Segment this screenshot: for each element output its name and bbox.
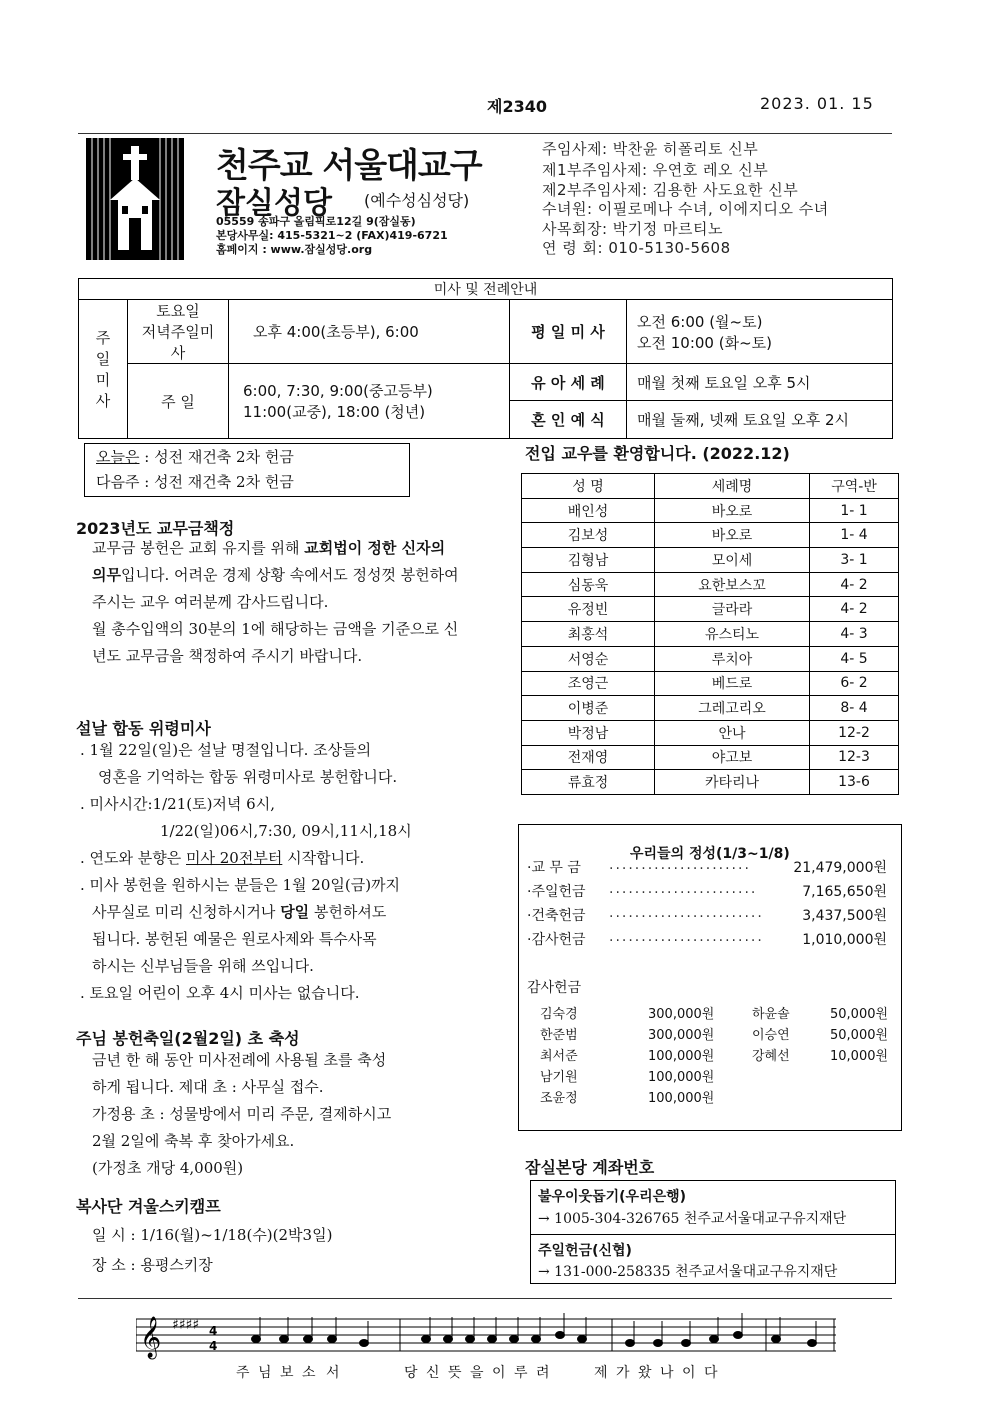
welcome-district: 8- 4	[810, 696, 899, 721]
music-note-icon	[488, 1336, 497, 1343]
mass-table-caption: 미사 및 전례안내	[79, 279, 893, 300]
contribution-row	[527, 857, 887, 877]
welcome-district: 4- 2	[810, 597, 899, 622]
contribution-row	[527, 905, 887, 925]
lyric-syllable: 님	[258, 1365, 272, 1381]
dues-bold-text: 교회법이 정한 신자의 의무	[92, 539, 446, 584]
wedding-time: 매월 둘째, 넷째 토요일 오후 2시	[627, 401, 893, 439]
sharp-icon: ♯♯♯♯	[172, 1317, 200, 1333]
sunday-mass-group: 주일 미사	[79, 300, 128, 439]
welcome-header: 세례명	[655, 474, 810, 499]
memorial-text: 봉헌하셔도	[309, 903, 387, 921]
weekday-time-1: 오전 6:00 (월~토)	[637, 312, 763, 331]
dues-title: 2023년도 교무금책정	[76, 519, 235, 538]
welcome-baptismal-name: 글라라	[655, 597, 810, 622]
baptism-label: 유 아 세 례	[510, 364, 627, 401]
lyric-syllable: 다	[704, 1365, 718, 1381]
welcome-name: 김형남	[522, 548, 655, 573]
thanks-donor: 김숙경	[540, 1007, 578, 1022]
thanks-amount: 100,000원	[648, 1049, 715, 1064]
welcome-name: 최홍석	[522, 622, 655, 647]
welcome-name: 전재영	[522, 745, 655, 770]
weekday-label: 평 일 미 사	[510, 300, 627, 364]
music-note-icon	[578, 1336, 587, 1343]
sunday-time-2: 11:00(교중), 18:00 (청년)	[243, 403, 426, 421]
memorial-text: . 연도와 분향은	[80, 849, 187, 867]
welcome-name: 이병준	[522, 696, 655, 721]
music-note-icon	[280, 1336, 289, 1343]
thanks-donor: 강혜선	[752, 1049, 790, 1064]
welcome-row	[522, 523, 899, 548]
issue-number: 제2340	[487, 97, 547, 116]
welcome-row	[522, 696, 899, 721]
candle-body	[92, 1047, 492, 1182]
thanks-amount: 300,000원	[648, 1028, 715, 1043]
welcome-name: 서영순	[522, 646, 655, 671]
lyric-syllable: 뜻	[448, 1365, 462, 1381]
thanks-amount: 10,000원	[830, 1049, 889, 1064]
contribution-amount: 7,165,650원	[802, 884, 887, 900]
memorial-line	[80, 845, 480, 872]
memorial-bold: 당일	[280, 903, 310, 921]
lyric-syllable: 이	[492, 1365, 506, 1381]
music-note-icon	[444, 1336, 453, 1343]
account-2-number: → 131-000-258335 천주교서울대교구유지재단	[538, 1264, 838, 1280]
sunday-times	[229, 364, 510, 439]
welcome-name: 김보성	[522, 523, 655, 548]
memorial-line: . 미사시간:1/21(토)저녁 6시,	[80, 795, 275, 813]
welcome-baptismal-name: 베드로	[655, 671, 810, 696]
contribution-label: ·교 무 금	[527, 860, 581, 876]
welcome-district: 1- 4	[810, 523, 899, 548]
saturday-label: 토요일 저녁주일미사	[128, 300, 229, 364]
thanks-amount: 50,000원	[830, 1007, 889, 1022]
church-name-line1: 천주교 서울대교구	[216, 146, 482, 186]
welcome-title: 전입 교우를 환영합니다. (2022.12)	[525, 444, 790, 463]
saturday-times: 오후 4:00(초등부), 6:00	[229, 300, 510, 364]
thanks-donor: 한준범	[540, 1028, 578, 1043]
contribution-amount: 21,479,000원	[793, 860, 887, 876]
footer-divider	[78, 1298, 892, 1299]
account-divider	[530, 1234, 895, 1235]
welcome-row	[522, 572, 899, 597]
memorial-line: . 미사 봉헌을 원하시는 분들은 1월 20일(금)까지	[80, 876, 401, 894]
offering-today-label: 오늘은	[96, 448, 140, 466]
thanks-donor: 최서준	[540, 1049, 578, 1064]
welcome-district: 4- 2	[810, 572, 899, 597]
contribution-dots: ......................	[609, 857, 751, 873]
staff-line: 수녀원: 이필로메나 수녀, 이에지디오 수녀	[542, 200, 829, 218]
lyric-syllable: 을	[470, 1365, 484, 1381]
memorial-line: . 1월 22일(일)은 설날 명절입니다. 조상들의	[80, 741, 372, 759]
lyric-syllable: 서	[326, 1365, 340, 1381]
song-lyrics	[236, 1362, 796, 1382]
welcome-district: 4- 5	[810, 646, 899, 671]
music-note-icon	[328, 1336, 337, 1343]
welcome-row	[522, 548, 899, 573]
music-note-icon	[532, 1336, 541, 1343]
welcome-name: 조영근	[522, 671, 655, 696]
ski-line: 장 소 : 용평스키장	[92, 1256, 213, 1274]
welcome-row	[522, 720, 899, 745]
candle-line: 금년 한 해 동안 미사전례에 사용될 초를 축성	[92, 1051, 387, 1069]
church-name-sub: (예수성심성당)	[364, 191, 470, 210]
welcome-row	[522, 597, 899, 622]
candle-line: (가정초 개당 4,000원)	[92, 1159, 244, 1177]
welcome-baptismal-name: 바오로	[655, 498, 810, 523]
lyric-syllable: 루	[514, 1365, 528, 1381]
thanks-amount: 300,000원	[648, 1007, 715, 1022]
dues-text: 교무금 봉헌은 교회 유지를 위해	[92, 539, 305, 557]
baptism-time: 매월 첫째 토요일 오후 5시	[627, 364, 893, 401]
thanks-donor: 조윤정	[540, 1091, 578, 1106]
welcome-baptismal-name: 루치아	[655, 646, 810, 671]
contribution-amount: 1,010,000원	[802, 932, 887, 948]
wedding-label: 혼 인 예 식	[510, 401, 627, 439]
lyric-syllable: 가	[616, 1365, 630, 1381]
music-note-icon	[304, 1336, 313, 1343]
lyric-syllable: 소	[302, 1365, 316, 1381]
contribution-row	[527, 929, 887, 949]
welcome-name: 심동욱	[522, 572, 655, 597]
music-note-icon	[808, 1340, 817, 1347]
thanks-amount: 100,000원	[648, 1091, 715, 1106]
welcome-district: 12-3	[810, 745, 899, 770]
church-phone: 본당사무실: 415-5321~2 (FAX)419-6721	[216, 229, 448, 242]
music-note-icon	[734, 1332, 743, 1339]
mass-schedule-table	[78, 278, 893, 439]
lyric-syllable: 신	[426, 1365, 440, 1381]
memorial-text: 시작합니다.	[282, 849, 365, 867]
thanks-amount: 100,000원	[648, 1070, 715, 1085]
contribution-label: ·감사헌금	[527, 932, 586, 948]
offering-next: 다음주 : 성전 재건축 2차 헌금	[96, 473, 294, 491]
contribution-row	[527, 881, 887, 901]
staff-line: 사목회장: 박기정 마르티노	[542, 220, 723, 238]
lyric-syllable: 왔	[638, 1365, 652, 1381]
welcome-district: 4- 3	[810, 622, 899, 647]
ski-line: 일 시 : 1/16(월)~1/18(수)(2박3일)	[92, 1226, 333, 1244]
welcome-district: 3- 1	[810, 548, 899, 573]
candle-line: 2월 2일에 축복 후 찾아가세요.	[92, 1132, 295, 1150]
offering-today-text: : 성전 재건축 2차 헌금	[139, 448, 294, 466]
candle-line: 하게 됩니다. 제대 초 : 사무실 접수.	[92, 1078, 324, 1096]
thanks-donor: 남기원	[540, 1070, 578, 1085]
welcome-row	[522, 671, 899, 696]
lyric-syllable: 려	[536, 1365, 550, 1381]
welcome-header: 성 명	[522, 474, 655, 499]
music-note-icon	[556, 1332, 565, 1339]
music-note-icon	[626, 1340, 635, 1347]
memorial-title: 설날 합동 위령미사	[76, 719, 211, 738]
contribution-label: ·건축헌금	[527, 908, 586, 924]
contribution-label: ·주일헌금	[527, 884, 586, 900]
candle-title: 주님 봉헌축일(2월2일) 초 축성	[76, 1029, 300, 1048]
music-note-icon	[422, 1336, 431, 1343]
staff-line: 제2부주임사제: 김용한 사도요한 신부	[542, 181, 799, 199]
church-logo-icon	[86, 138, 184, 260]
welcome-row	[522, 745, 899, 770]
staff-line: 주임사제: 박찬윤 히폴리토 신부	[542, 140, 759, 158]
offering-today	[96, 446, 294, 467]
sunday-label: 주 일	[128, 364, 229, 439]
welcome-baptismal-name: 모이세	[655, 548, 810, 573]
welcome-baptismal-name: 요한보스꼬	[655, 572, 810, 597]
svg-text:4: 4	[209, 1324, 218, 1338]
welcome-baptismal-name: 안나	[655, 720, 810, 745]
account-1-label: 불우이웃돕기(우리은행)	[538, 1189, 687, 1205]
welcome-district: 6- 2	[810, 671, 899, 696]
staff-line: 연 령 회: 010-5130-5608	[542, 239, 731, 257]
memorial-line	[80, 899, 480, 926]
welcome-baptismal-name: 유스티노	[655, 622, 810, 647]
lyric-syllable: 주	[236, 1365, 250, 1381]
music-note-icon	[772, 1336, 781, 1343]
lyric-syllable: 나	[660, 1365, 674, 1381]
welcome-header-row	[522, 474, 899, 499]
music-note-icon	[466, 1336, 475, 1343]
music-note-icon	[682, 1340, 691, 1347]
welcome-row	[522, 498, 899, 523]
lyric-syllable: 이	[682, 1365, 696, 1381]
contribution-amount: 3,437,500원	[802, 908, 887, 924]
welcome-header: 구역-반	[810, 474, 899, 499]
music-note-icon	[252, 1336, 261, 1343]
dues-paragraph-1	[92, 535, 462, 616]
welcome-district: 12-2	[810, 720, 899, 745]
welcome-table	[521, 473, 899, 795]
welcome-name: 박정남	[522, 720, 655, 745]
treble-clef-icon: 𝄞	[140, 1317, 162, 1358]
contribution-dots: ........................	[609, 929, 764, 945]
lyric-syllable: 당	[404, 1365, 418, 1381]
memorial-body	[80, 737, 480, 1007]
welcome-district: 13-6	[810, 770, 899, 795]
account-1-number: → 1005-304-326765 천주교서울대교구유지재단	[538, 1211, 847, 1227]
memorial-underlined: 미사 20전부터	[186, 849, 283, 867]
weekday-times	[627, 300, 893, 364]
church-homepage: 홈페이지 : www.잠실성당.org	[216, 243, 373, 256]
staff-line: 제1부주임사제: 우연호 레오 신부	[542, 161, 769, 179]
welcome-row	[522, 646, 899, 671]
welcome-baptismal-name: 카타리나	[655, 770, 810, 795]
welcome-name: 유정빈	[522, 597, 655, 622]
dues-text: 입니다. 어려운 경제 상황 속에서도 정성껏 봉헌하여 주시는 교우 여러분께 감사드립니다.	[92, 566, 459, 611]
music-note-icon	[710, 1336, 719, 1343]
contributions-title: 우리들의 정성(1/3~1/8)	[630, 846, 790, 862]
dues-paragraph-2: 월 총수입액의 30분의 1에 해당하는 금액을 기준으로 신년도 교무금을 책정하여 주시기 바랍니다.	[92, 620, 459, 665]
welcome-baptismal-name: 바오로	[655, 523, 810, 548]
contribution-dots: ........................	[609, 905, 764, 921]
memorial-text: 사무실로 미리 신청하시거나	[92, 903, 281, 921]
welcome-name: 류효정	[522, 770, 655, 795]
lyric-syllable: 제	[594, 1365, 608, 1381]
welcome-district: 1- 1	[810, 498, 899, 523]
ski-body	[92, 1220, 492, 1280]
thanks-donor: 하윤솔	[752, 1007, 790, 1022]
thanks-amount: 50,000원	[830, 1028, 889, 1043]
welcome-row	[522, 622, 899, 647]
music-score	[136, 1305, 836, 1365]
ski-title: 복사단 겨울스키캠프	[76, 1197, 221, 1216]
memorial-line: 하시는 신부님들을 위해 쓰입니다.	[92, 957, 314, 975]
music-note-icon	[360, 1340, 369, 1347]
svg-text:4: 4	[209, 1339, 218, 1353]
church-name-line2: 잠실성당	[216, 186, 332, 221]
welcome-baptismal-name: 야고보	[655, 745, 810, 770]
memorial-line: 됩니다. 봉헌된 예물은 원로사제와 특수사목	[92, 930, 377, 948]
issue-date: 2023. 01. 15	[760, 94, 874, 113]
church-address: 05559 송파구 올림픽로12길 9(잠실동)	[216, 215, 416, 228]
music-note-icon	[510, 1336, 519, 1343]
sunday-time-1: 6:00, 7:30, 9:00(중고등부)	[243, 382, 433, 400]
candle-line: 가정용 초 : 성물방에서 미리 주문, 결제하시고	[92, 1105, 392, 1123]
memorial-line: 영혼을 기억하는 합동 위령미사로 봉헌합니다.	[98, 768, 398, 786]
thanks-donor: 이승연	[752, 1028, 790, 1043]
account-2-label: 주일헌금(신협)	[538, 1243, 632, 1259]
welcome-row	[522, 770, 899, 795]
weekday-time-2: 오전 10:00 (화~토)	[637, 333, 772, 352]
memorial-line: 1/22(일)06시,7:30, 09시,11시,18시	[160, 822, 412, 840]
music-note-icon	[654, 1340, 663, 1347]
memorial-line: . 토요일 어린이 오후 4시 미사는 없습니다.	[80, 984, 360, 1002]
welcome-name: 배인성	[522, 498, 655, 523]
contribution-dots: .......................	[609, 881, 758, 897]
welcome-rows	[522, 498, 899, 794]
welcome-baptismal-name: 그레고리오	[655, 696, 810, 721]
thanks-label: 감사헌금	[527, 980, 582, 996]
dues-body	[92, 535, 462, 670]
account-title: 잠실본당 계좌번호	[525, 1158, 655, 1177]
lyric-syllable: 보	[280, 1365, 294, 1381]
header-divider	[78, 133, 892, 134]
